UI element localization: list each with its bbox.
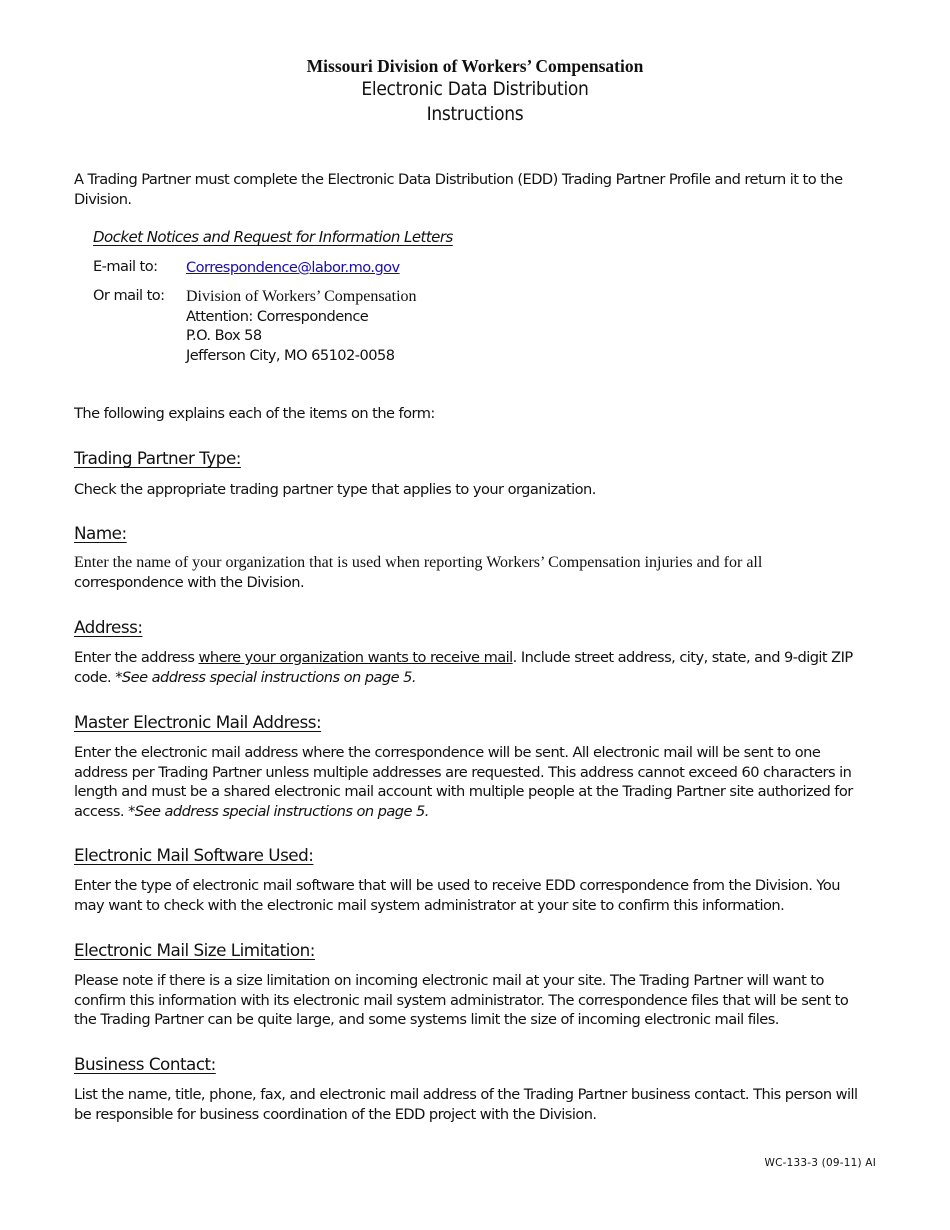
email-label: E-mail to: <box>93 258 158 275</box>
name-body-line-2: correspondence with the Division. <box>74 573 305 591</box>
trading-partner-type-body: Check the appropriate trading partner type that applies to your organization. <box>74 481 596 498</box>
size-limitation-heading: Electronic Mail Size Limitation: <box>74 940 315 960</box>
size-limitation-body: Please note if there is a size limitation on incoming electronic mail at your site. The Trading Partner will want to confirm this information with its electronic mail system administrator. The correspondence files that will be sent to the Trading Partner can be quite large, and some systems limit the size of incoming electronic mail files. <box>74 972 849 1028</box>
intro-paragraph: A Trading Partner must complete the Electronic Data Distribution (EDD) Trading Partner Profile and return it to the Division. <box>74 171 843 208</box>
business-contact-body: List the name, title, phone, fax, and electronic mail address of the Trading Partner business contact. This person will be responsible for business coordination of the EDD project with the Division. <box>74 1086 858 1123</box>
address-note: *See address special instructions on page 5. <box>115 668 416 686</box>
address-body-pre: Enter the address <box>74 649 199 666</box>
mail-line-2: Attention: Correspondence <box>186 307 369 325</box>
explains-paragraph: The following explains each of the items on the form: <box>74 405 435 422</box>
address-heading: Address: <box>74 617 143 637</box>
form-number-footer: WC-133-3 (09-11) AI <box>764 1157 876 1169</box>
email-software-body: Enter the type of electronic mail software that will be used to receive EDD correspondence from the Division. You may want to check with the electronic mail system administrator at your site to confirm this information. <box>74 877 840 914</box>
mailing-address <box>186 287 417 365</box>
mail-line-1: Division of Workers’ Compensation <box>186 288 417 305</box>
trading-partner-type-heading: Trading Partner Type: <box>74 448 241 468</box>
docket-heading: Docket Notices and Request for Information Letters <box>93 228 453 246</box>
name-body <box>74 553 874 592</box>
master-email-note: *See address special instructions on page 5. <box>128 802 429 820</box>
master-email-body-text: Enter the electronic mail address where the correspondence will be sent. All electronic mail will be sent to one address per Trading Partner unless multiple addresses are requested. This address cannot exceed 60 characters in length and must be a shared electronic mail account with multiple people at the Trading Partner site authorized for access. <box>74 744 853 820</box>
organization-title: Missouri Division of Workers’ Compensation <box>306 56 644 76</box>
mail-line-3: P.O. Box 58 <box>186 327 262 344</box>
address-body <box>74 648 874 687</box>
email-software-heading: Electronic Mail Software Used: <box>74 845 314 865</box>
master-email-heading: Master Electronic Mail Address: <box>74 712 322 732</box>
document-title: Electronic Data Distribution <box>361 78 589 100</box>
address-body-underlined: where your organization wants to receive mail <box>198 649 513 666</box>
correspondence-email-link[interactable]: Correspondence@labor.mo.gov <box>186 259 400 276</box>
mail-label: Or mail to: <box>93 287 165 304</box>
business-contact-heading: Business Contact: <box>74 1054 216 1074</box>
mail-line-4: Jefferson City, MO 65102-0058 <box>186 346 395 364</box>
address-body-post: . Include street address, city, state, and 9-digit ZIP code. <box>74 649 853 686</box>
master-email-body <box>74 743 874 821</box>
name-heading: Name: <box>74 523 127 543</box>
name-body-line-1: Enter the name of your organization that is used when reporting Workers’ Compensation injuries and for all <box>74 554 763 571</box>
document-subtitle: Instructions <box>426 103 524 125</box>
